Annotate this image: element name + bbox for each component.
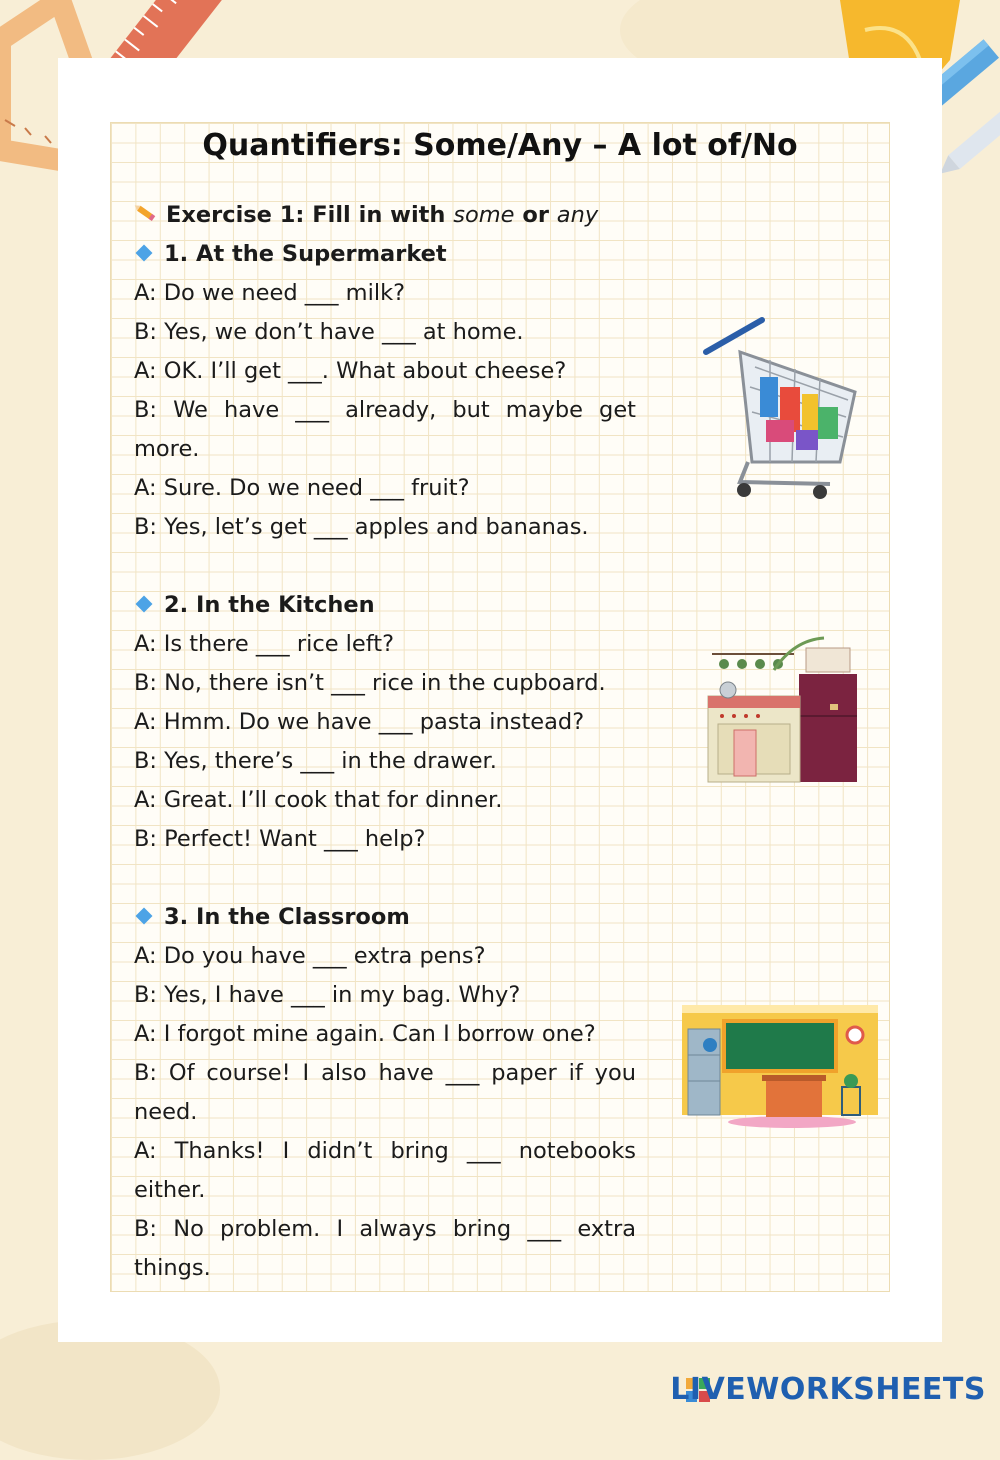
dialogue-line: need. — [134, 1099, 198, 1125]
section-heading — [134, 898, 636, 937]
dialogue-line: A: OK. I’ll get ___. What about cheese? — [134, 358, 567, 384]
diamond-icon — [136, 245, 153, 262]
exercise-word-any: any — [556, 202, 599, 228]
dialogue-line: A: I forgot mine again. Can I borrow one? — [134, 1021, 596, 1047]
diamond-icon — [136, 596, 153, 613]
dialogue-line: more. — [134, 436, 200, 462]
exercise-prefix: Exercise 1: Fill in with — [166, 202, 446, 228]
classroom-illustration — [682, 1005, 878, 1130]
dialogue-line: B: Yes, let’s get ___ apples and bananas. — [134, 514, 589, 540]
dialogue-line: B: Perfect! Want ___ help? — [134, 826, 426, 852]
dialogue-line: B: Yes, I have ___ in my bag. Why? — [134, 982, 521, 1008]
dialogue-line: things. — [134, 1255, 211, 1281]
section-heading-text: 1. At the Supermarket — [164, 241, 447, 267]
spacer — [134, 859, 636, 898]
spacer — [134, 547, 636, 586]
pencil-icon — [134, 196, 160, 235]
kitchen-illustration — [704, 630, 864, 786]
dialogue-line: B: Yes, we don’t have ___ at home. — [134, 319, 524, 345]
section-heading-text: 2. In the Kitchen — [164, 592, 375, 618]
dialogue-line: A: Is there ___ rice left? — [134, 631, 395, 657]
dialogue-line: B: No, there isn’t ___ rice in the cupboard. — [134, 670, 606, 696]
diamond-icon — [136, 908, 153, 925]
shopping-cart-illustration — [700, 312, 865, 502]
dialogue-line: B: We have ___ already, but maybe get — [134, 397, 636, 423]
dialogue-line: A: Do you have ___ extra pens? — [134, 943, 486, 969]
exercise-instructions — [134, 196, 636, 235]
page-title: Quantifiers: Some/Any – A lot of/No — [202, 128, 798, 163]
liveworksheets-logo[interactable]: LIVEWORKSHEETS — [670, 1372, 986, 1407]
dialogue-line: B: No problem. I always bring ___ extra — [134, 1216, 636, 1242]
section-heading — [134, 586, 636, 625]
section-heading-text: 3. In the Classroom — [164, 904, 410, 930]
worksheet-content — [134, 196, 636, 1288]
dialogue-line: B: Of course! I also have ___ paper if you — [134, 1060, 636, 1086]
dialogue-line: B: Yes, there’s ___ in the drawer. — [134, 748, 497, 774]
dialogue-line: A: Do we need ___ milk? — [134, 280, 406, 306]
dialogue-line: A: Thanks! I didn’t bring ___ notebooks — [134, 1138, 636, 1164]
section-heading — [134, 235, 636, 274]
dialogue-line: A: Sure. Do we need ___ fruit? — [134, 475, 470, 501]
dialogue-line: either. — [134, 1177, 206, 1203]
exercise-connector: or — [522, 202, 549, 228]
dialogue-line: A: Hmm. Do we have ___ pasta instead? — [134, 709, 585, 735]
exercise-word-some: some — [453, 202, 515, 228]
dialogue-line: A: Great. I’ll cook that for dinner. — [134, 787, 503, 813]
